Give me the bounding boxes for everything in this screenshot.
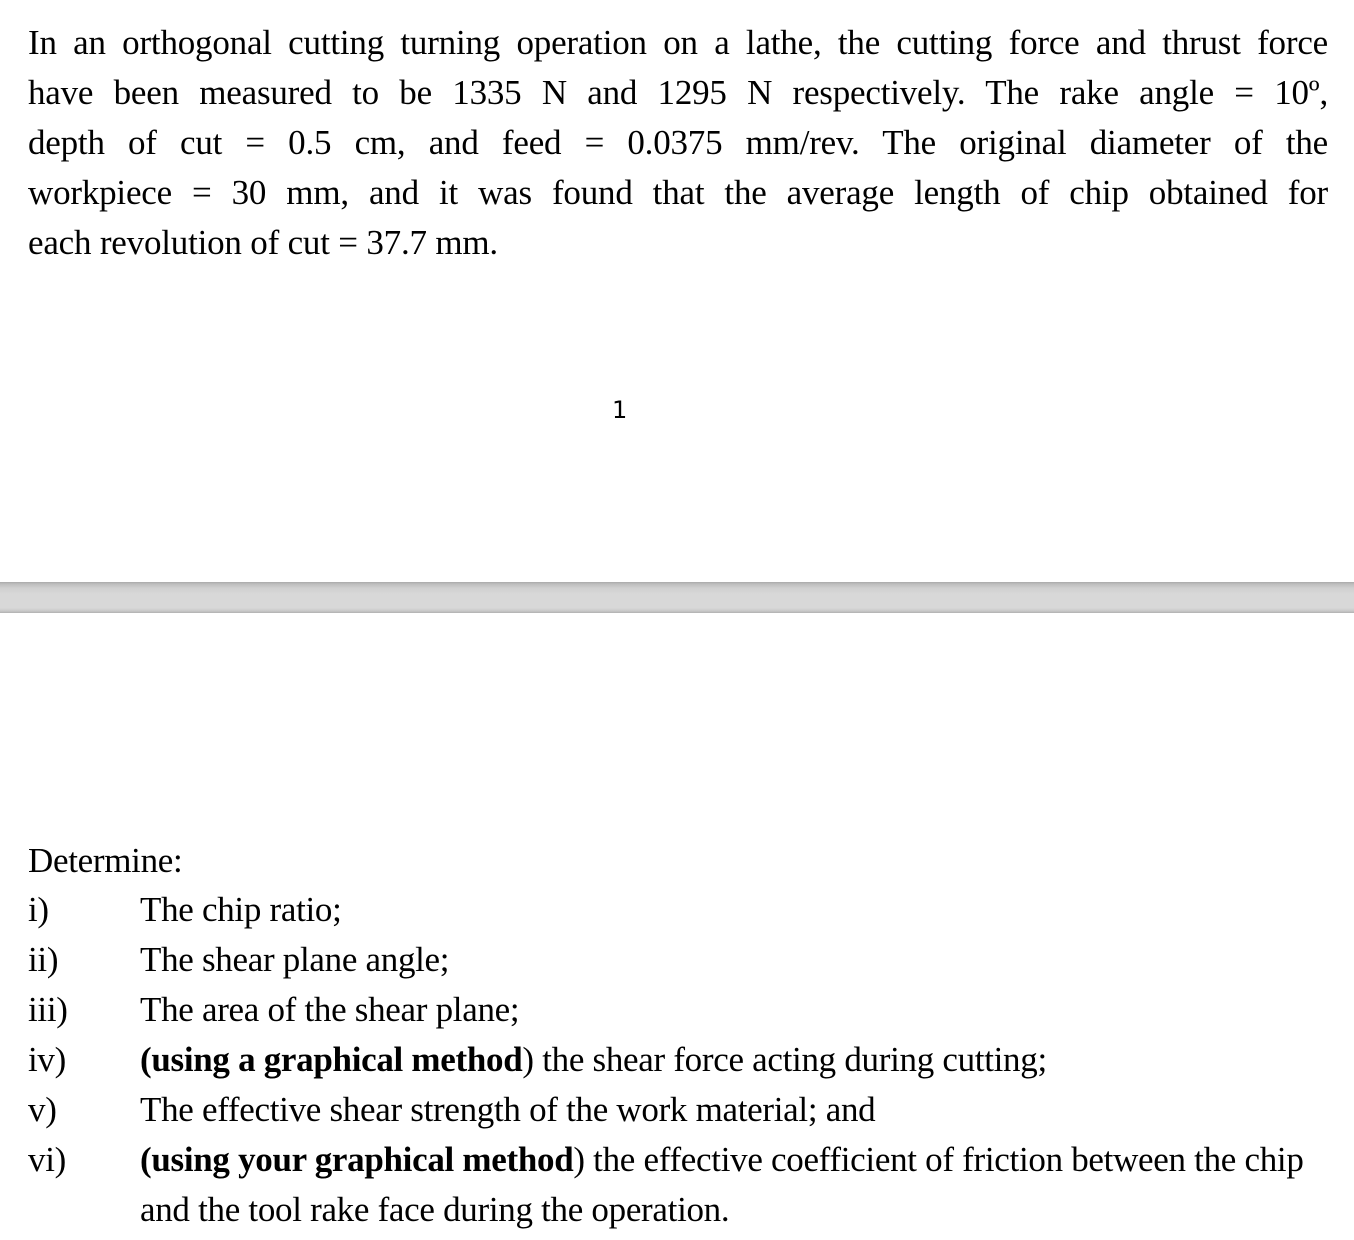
problem-statement-line: In an orthogonal cutting turning operation on a lathe, the cutting force and thrust force bbox=[28, 23, 1328, 62]
task-emphasis: (using a graphical method bbox=[140, 1040, 523, 1079]
determine-heading: Determine: bbox=[28, 841, 183, 880]
task-text-body: The shear plane angle; bbox=[140, 940, 450, 979]
page-break-separator bbox=[0, 582, 1354, 613]
task-text bbox=[140, 885, 1338, 935]
task-number: i) bbox=[28, 890, 49, 929]
task-number: ii) bbox=[28, 940, 59, 979]
task-item bbox=[28, 1135, 1338, 1235]
task-text-body: ) the effective coefficient of friction between the chip and the tool rake face during the operation. bbox=[140, 1140, 1304, 1229]
task-text-body: ) the shear force acting during cutting; bbox=[522, 1040, 1047, 1079]
task-text bbox=[140, 935, 1338, 985]
task-number: iii) bbox=[28, 990, 68, 1029]
task-text-body: The effective shear strength of the work material; and bbox=[140, 1090, 876, 1129]
task-item bbox=[28, 1085, 1338, 1135]
task-text bbox=[140, 1085, 1338, 1135]
page-1 bbox=[0, 0, 1354, 582]
problem-statement-line: have been measured to be 1335 N and 1295 N respectively. The rake angle = 10º, bbox=[28, 73, 1328, 112]
task-number: iv) bbox=[28, 1040, 66, 1079]
task-text-body: The area of the shear plane; bbox=[140, 990, 520, 1029]
task-item bbox=[28, 1035, 1338, 1085]
problem-statement-line: workpiece = 30 mm, and it was found that the average length of chip obtained for bbox=[28, 173, 1328, 212]
problem-statement-line: each revolution of cut = 37.7 mm. bbox=[28, 223, 498, 262]
task-list bbox=[28, 885, 1338, 1235]
task-text bbox=[140, 1035, 1338, 1085]
task-text bbox=[140, 1135, 1338, 1235]
task-item bbox=[28, 935, 1338, 985]
task-number: vi) bbox=[28, 1140, 66, 1179]
problem-statement-line: depth of cut = 0.5 cm, and feed = 0.0375 mm/rev. The original diameter of the bbox=[28, 123, 1328, 162]
task-text-body: The chip ratio; bbox=[140, 890, 342, 929]
task-item bbox=[28, 985, 1338, 1035]
task-text bbox=[140, 985, 1338, 1035]
page-number: 1 bbox=[612, 396, 628, 424]
problem-statement bbox=[28, 18, 1328, 268]
task-emphasis: (using your graphical method bbox=[140, 1140, 574, 1179]
task-item bbox=[28, 885, 1338, 935]
task-number: v) bbox=[28, 1090, 57, 1129]
